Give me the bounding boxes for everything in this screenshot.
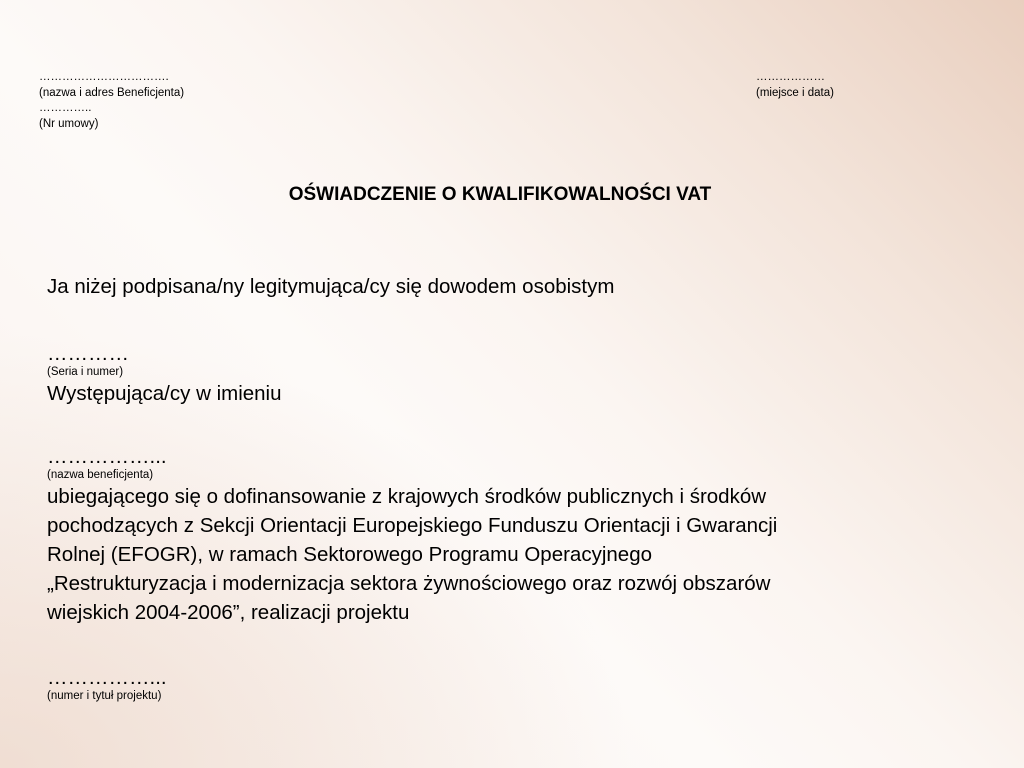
place-date-dots: ………………	[756, 71, 825, 83]
paragraph-line: ubiegającego się o dofinansowanie z krajowych środków publicznych i środków	[47, 485, 767, 508]
beneficiary-name-dots: ……………...	[47, 445, 167, 468]
place-date-label: (miejsce i data)	[756, 86, 834, 99]
paragraph-line: pochodzących z Sekcji Orientacji Europejskiego Funduszu Orientacji i Gwarancji	[47, 514, 778, 537]
beneficiary-header-block	[39, 70, 439, 132]
declaration-body	[47, 272, 977, 703]
paragraph-line: „Restrukturyzacja i modernizacja sektora żywnościowego oraz rozwój obszarów	[47, 572, 771, 595]
id-series-number-dots: …………	[47, 342, 129, 365]
contract-number-dots: …………..	[39, 102, 92, 114]
intro-text: Ja niżej podpisana/ny legitymująca/cy się dowodem osobistym	[47, 275, 615, 298]
paragraph-line: wiejskich 2004-2006”, realizacji projektu	[47, 601, 410, 624]
document-title: OŚWIADCZENIE O KWALIFIKOWALNOŚCI VAT	[288, 184, 712, 205]
place-date-block	[756, 70, 976, 101]
project-number-title-label: (numer i tytuł projektu)	[47, 690, 162, 702]
beneficiary-name-address-label: (nazwa i adres Beneficjenta)	[39, 86, 185, 99]
paragraph-line: Rolnej (EFOGR), w ramach Sektorowego Programu Operacyjnego	[47, 543, 652, 566]
id-series-number-label: (Seria i numer)	[47, 366, 124, 378]
project-number-title-dots: ……………...	[47, 666, 167, 689]
contract-number-label: (Nr umowy)	[39, 117, 99, 130]
acting-on-behalf-text: Występująca/cy w imieniu	[47, 382, 282, 405]
beneficiary-dots: …………………………….	[39, 71, 169, 83]
beneficiary-name-label: (nazwa beneficjenta)	[47, 469, 154, 481]
